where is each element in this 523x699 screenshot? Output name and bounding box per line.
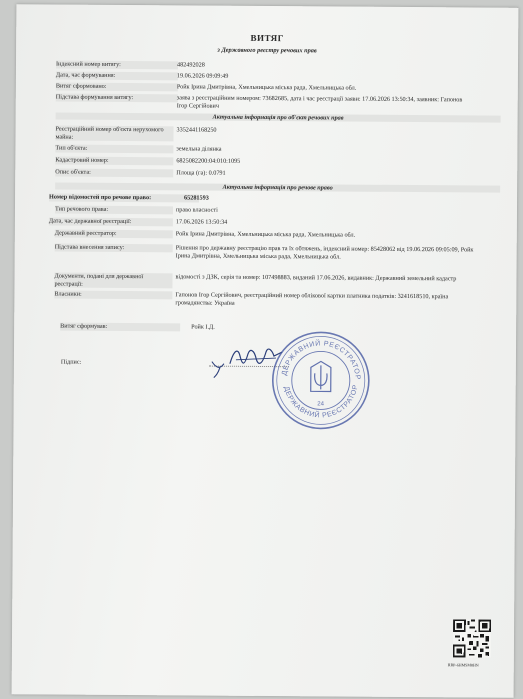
field-value: 19.06.2026 09:09:49 [176,72,229,80]
field-value: 6825082200:04:010:1095 [176,157,241,165]
document-sheet [12,4,519,697]
field-value: Ройк Ірина Дмитрівна, Хмельницька міська рада, Хмельницька обл. [175,230,356,239]
stamp-number: 24 [317,401,324,408]
field-value: Рішення про державну реєстрацію прав та їх обтяжень, індексний номер: 85428062 від 19.06.2026 09:05:09, Ройк Ірина Дмитрівна, Хмельницька міська рада, Хмельницька обл. [175,244,474,261]
field-label: Індексний номер витягу: [56,61,178,69]
field-value: 482492028 [176,61,205,69]
field-value: Площа (га): 0.0791 [176,169,226,177]
formed-by-label: Витяг сформував: [60,323,180,331]
trident-icon [311,361,331,391]
field-value: відомості з ДЗК, серія та номер: 107498883, виданий 17.06.2026, видавник: Державний земельний кадастр [175,273,457,283]
stamp-text-bottom: ДЕРЖАВНИЙ РЕЄСТРАТОР [282,383,360,420]
field-label: Підстава внесення запису: [55,244,173,252]
formed-by-value: Ройк І.Д. [191,323,215,331]
qr-code [453,619,491,657]
field-label: Реєстраційний номер об'єкта нерухомого майна: [55,126,173,142]
field-value: Ройк Ірина Дмитрівна, Хмельницька міська рада, Хмельницька обл. [176,83,357,92]
field-value: право власності [175,206,218,214]
document-subtitle: з Державного реєстру речових прав [217,46,317,55]
signature-label: Підпис: [60,358,82,366]
official-stamp [269,329,372,432]
field-label: Опис об'єкта: [55,169,173,177]
field-label: Тип об'єкта: [55,145,173,153]
record-number-label: Номер відомостей про речове право: [49,193,199,202]
section-heading-object: Актуальна інформація про об'єкт речових прав [56,113,501,123]
field-value: 17.06.2026 13:50:34 [175,218,228,226]
field-value: заява з реєстраційним номером: 73682685, дата і час реєстрації заяви: 17.06.2026 13:50:34, заявник: Гапонов Ігор Сергійович [176,94,463,110]
field-value: земельна ділянка [176,145,222,153]
field-label: Витяг сформовано: [56,83,178,91]
field-value: Гапонов Ігор Сергійович, реєстраційний номер облікової картки платника податків: 3241618510, країна громадянства: Україна [175,291,449,307]
stamp-text-top: ДЕРЖАВНИЙ РЕЄСТРАТОР [281,340,361,381]
field-label: Тип речового права: [55,206,173,214]
record-number-value: 65281593 [184,194,209,202]
document-title: ВИТЯГ [250,32,284,44]
field-label: Кадастровий номер: [55,157,173,165]
field-label: Власники: [54,291,172,299]
document-serial: RRP-6HMSM8HN [447,662,479,668]
field-label: Дата, час формування: [56,72,178,80]
field-value: 3352441168250 [176,126,217,134]
section-heading-right: Актуальна інформація про речове право [55,183,500,193]
field-label: Документи, подані для державної реєстрації: [54,273,172,289]
field-label: Підстава формування витягу: [56,94,178,102]
field-label: Державний реєстратор: [55,230,173,238]
field-label: Дата, час державної реєстрації: [49,217,173,225]
